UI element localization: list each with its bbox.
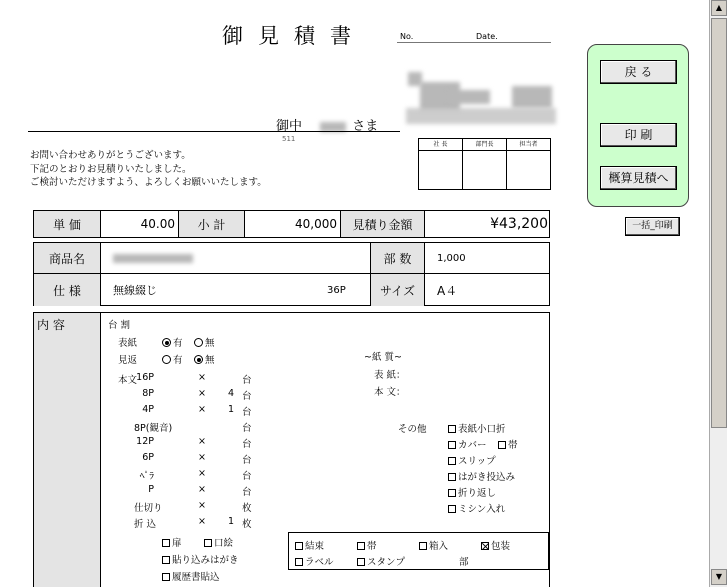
- scroll-down-icon[interactable]: ▼: [711, 569, 727, 585]
- other-postcard-insert[interactable]: はがき投込み: [448, 469, 515, 483]
- overview-estimate-button[interactable]: 概算見積へ: [600, 166, 677, 190]
- mikaeshi-yes-radio[interactable]: 有: [162, 352, 183, 366]
- batch-print-button[interactable]: 一括_印刷: [625, 217, 680, 236]
- pack-hakoiri[interactable]: 箱入: [419, 538, 448, 552]
- daiwari-unit: 台: [242, 375, 252, 386]
- paper-cover-label: 表 紙：: [374, 370, 406, 381]
- daiwari-times: ×: [198, 484, 206, 495]
- daiwari-unit: 台: [242, 423, 252, 434]
- daiwari-count: 1: [227, 516, 234, 527]
- other-cover-fold[interactable]: 表紙小口折: [448, 421, 506, 435]
- daiwari-pages: 仕切り: [134, 503, 163, 514]
- daiwari-pages: 16P: [136, 372, 154, 383]
- daiwari-times: ×: [198, 500, 206, 511]
- daiwari-times: ×: [198, 452, 206, 463]
- extra-resume[interactable]: 履歴書貼込: [162, 569, 220, 583]
- product-name-value: [100, 243, 370, 273]
- approval-stamp-box: [418, 138, 551, 190]
- price-row: [33, 210, 550, 238]
- no-label: No.: [400, 32, 414, 41]
- spec-label: 仕 様: [34, 274, 100, 306]
- stamp-president: 社 長: [419, 139, 463, 151]
- scroll-up-icon[interactable]: ▲: [711, 0, 727, 16]
- daiwari-unit: 台: [242, 471, 252, 482]
- daiwari-unit: 台: [242, 487, 252, 498]
- checkbox-icon: [295, 542, 303, 550]
- daiwari-unit: 枚: [242, 503, 252, 514]
- company-name-blur-2: [512, 86, 552, 108]
- radio-icon: [162, 355, 171, 364]
- daiwari-pages: 12P: [136, 436, 154, 447]
- print-button[interactable]: 印 刷: [600, 123, 677, 147]
- mikaeshi-no-radio[interactable]: 無: [194, 352, 215, 366]
- packaging-box: [288, 532, 549, 570]
- copies-label: 部 数: [370, 243, 424, 273]
- customer-name-blur: [320, 122, 346, 132]
- estimate-value: ¥43,200: [424, 211, 550, 237]
- other-label: その他: [398, 424, 427, 435]
- daiwari-pages: 8P: [142, 388, 154, 399]
- subtotal-value: 40,000: [244, 211, 340, 237]
- daiwari-pages: 6P: [142, 452, 154, 463]
- product-table: [33, 242, 550, 306]
- checkbox-icon: [448, 505, 456, 513]
- daiwari-count: 4: [227, 388, 234, 399]
- other-cover[interactable]: カバー: [448, 437, 487, 451]
- daiwari-times: ×: [198, 404, 206, 415]
- checkbox-icon: [448, 489, 456, 497]
- checkbox-icon: [295, 558, 303, 566]
- checkbox-icon: [448, 441, 456, 449]
- page-title: 御見積書: [222, 24, 366, 48]
- radio-icon: [194, 338, 203, 347]
- sama-label: さま: [352, 119, 379, 134]
- pack-label[interactable]: ラベル: [295, 554, 334, 568]
- checkbox-icon: [419, 542, 427, 550]
- no-date-line: [397, 30, 551, 43]
- pack-kessoku[interactable]: 結束: [295, 538, 324, 552]
- daiwari-times: ×: [198, 468, 206, 479]
- daiwari-pages: ﾍﾟﾗ: [139, 471, 154, 482]
- daiwari-pages: 4P: [142, 404, 154, 415]
- date-label: Date.: [476, 32, 498, 41]
- daiwari-pages: P: [148, 484, 154, 495]
- onchu-label: 御中: [276, 119, 303, 134]
- product-name-blur: [113, 254, 193, 263]
- back-button[interactable]: 戻 る: [600, 60, 677, 84]
- scrollbar-thumb[interactable]: [711, 18, 727, 428]
- pack-stamp[interactable]: スタンプ: [357, 554, 405, 568]
- mikaeshi-label: 見返: [118, 355, 138, 366]
- subtotal-label: 小 計: [178, 211, 244, 237]
- pack-obi[interactable]: 帯: [357, 538, 377, 552]
- action-panel: [587, 44, 689, 207]
- checkbox-checked-icon: [481, 542, 489, 550]
- extra-postcard[interactable]: 貼り込みはがき: [162, 552, 239, 566]
- content-label: 内 容: [34, 313, 101, 587]
- size-value: A４: [424, 274, 550, 306]
- daiwari-times: ×: [198, 516, 206, 527]
- checkbox-icon: [498, 441, 506, 449]
- other-obi[interactable]: 帯: [498, 437, 518, 451]
- checkbox-icon: [357, 558, 365, 566]
- cover-label: 表紙: [118, 338, 138, 349]
- spec-pages: 36P: [327, 284, 346, 296]
- daiwari-unit: 枚: [242, 519, 252, 530]
- customer-underline: [28, 131, 400, 132]
- radio-checked-icon: [194, 355, 203, 364]
- checkbox-icon: [162, 556, 170, 564]
- daiwari-pages: 折 込: [134, 519, 157, 530]
- unit-price-value: 40.00: [100, 211, 178, 237]
- other-slip[interactable]: スリップ: [448, 453, 496, 467]
- pack-unit: 部: [459, 557, 469, 568]
- checkbox-icon: [357, 542, 365, 550]
- daiwari-unit: 台: [242, 391, 252, 402]
- vertical-scrollbar[interactable]: [709, 0, 727, 587]
- extra-kuchie[interactable]: 口絵: [204, 535, 233, 549]
- copies-value: 1,000: [424, 243, 550, 273]
- other-perforation[interactable]: ミシン入れ: [448, 501, 505, 515]
- daiwari-times: ×: [198, 388, 206, 399]
- customer-number: 511: [282, 135, 296, 143]
- other-foldback[interactable]: 折り返し: [448, 485, 496, 499]
- size-label: サイズ: [370, 274, 424, 306]
- stamp-manager: 部門長: [463, 139, 507, 151]
- cover-yes-radio[interactable]: 有: [162, 335, 183, 349]
- paper-body-label: 本 文：: [374, 387, 406, 398]
- checkbox-icon: [448, 457, 456, 465]
- radio-checked-icon: [162, 338, 171, 347]
- unit-price-label: 単 価: [34, 211, 100, 237]
- daiwari-times: ×: [198, 436, 206, 447]
- paper-title: ~紙 質~: [364, 352, 402, 363]
- daiwari-count: 1: [227, 404, 234, 415]
- checkbox-icon: [162, 539, 170, 547]
- daiwari-unit: 台: [242, 439, 252, 450]
- extra-tobira[interactable]: 扉: [162, 535, 182, 549]
- daiwari-pages: 8P(観音): [134, 423, 173, 434]
- company-address-blur: [406, 108, 556, 124]
- checkbox-icon: [204, 539, 212, 547]
- spec-value: [100, 274, 370, 306]
- company-name-blur: [448, 90, 490, 104]
- spec-binding: 無線綴じ: [113, 284, 157, 297]
- stamp-staff: 担当者: [507, 139, 550, 151]
- greeting-text: お問い合わせありがとうございます。 下記のとおりお見積りいたしました。 ご検討いただけますよう、よろしくお願いいたします。: [30, 150, 267, 188]
- estimate-label: 見積り金額: [340, 211, 424, 237]
- checkbox-icon: [448, 425, 456, 433]
- product-name-label: 商品名: [34, 243, 100, 273]
- pack-housou[interactable]: 包装: [481, 538, 510, 552]
- daiwari-unit: 台: [242, 407, 252, 418]
- checkbox-icon: [162, 573, 170, 581]
- daiwari-label: 台 割: [108, 320, 131, 331]
- daiwari-unit: 台: [242, 455, 252, 466]
- checkbox-icon: [448, 473, 456, 481]
- cover-no-radio[interactable]: 無: [194, 335, 215, 349]
- honbun-label: 本文: [118, 375, 138, 386]
- daiwari-times: ×: [198, 372, 206, 383]
